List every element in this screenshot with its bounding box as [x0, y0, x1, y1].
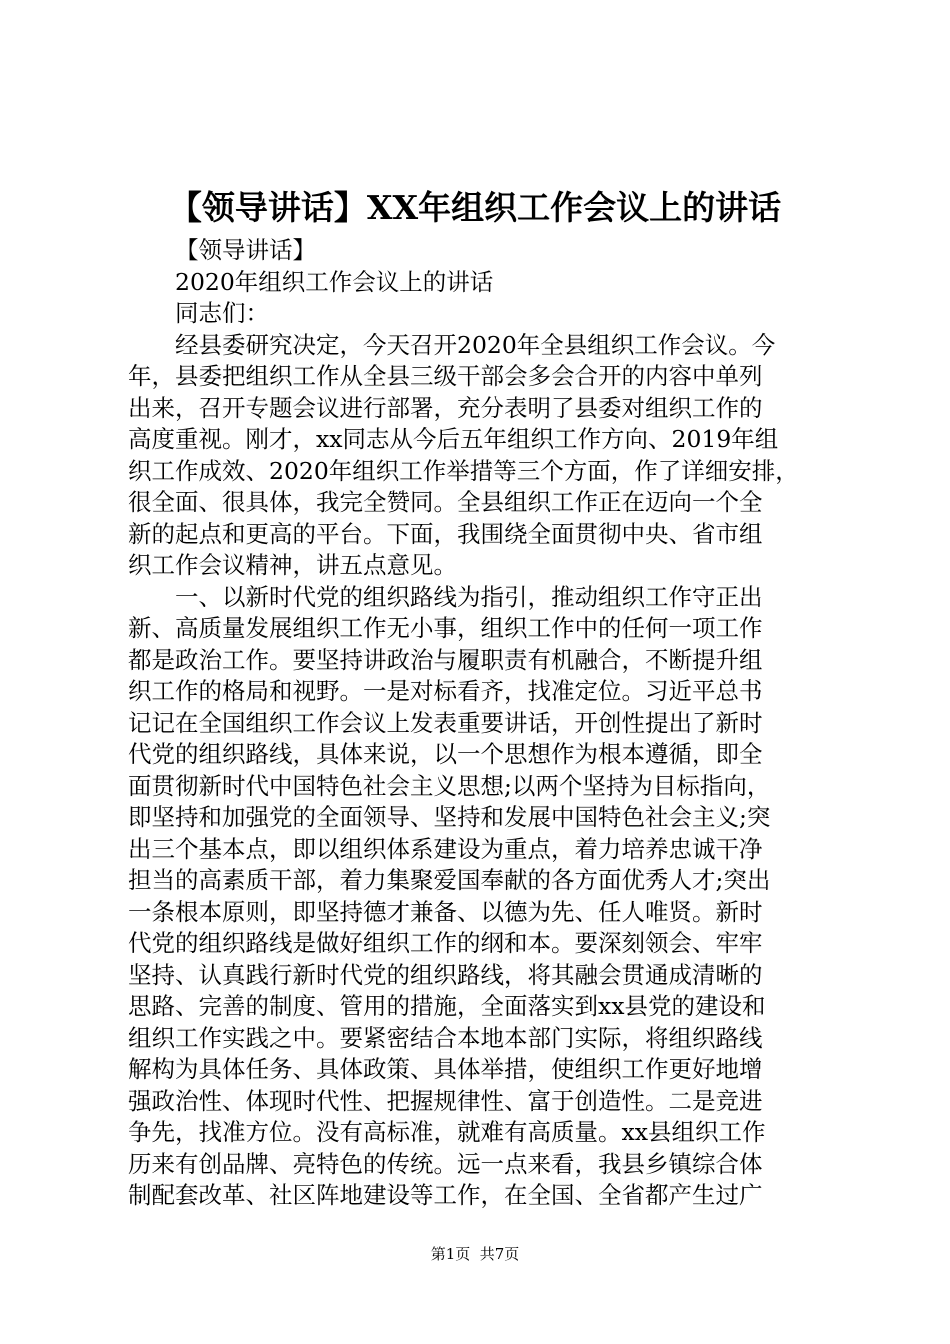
paragraph-line: 织工作成效、2020年组织工作举措等三个方面，作了详细安排， [128, 456, 799, 485]
paragraph-line: 历来有创品牌、亮特色的传统。远一点来看，我县乡镇综合体 [128, 1149, 763, 1178]
paragraph-line: 面贯彻新时代中国特色社会主义思想;以两个坚持为目标指向， [128, 771, 771, 800]
paragraph-line: 制配套改革、社区阵地建设等工作，在全国、全省都产生过广 [128, 1181, 763, 1209]
document-title: 【领导讲话】XX年组织工作会议上的讲话 [168, 188, 782, 227]
paragraph-line: 很全面、很具体，我完全赞同。全县组织工作正在迈向一个全 [128, 488, 763, 516]
paragraph-line: 新的起点和更高的平台。下面，我围绕全面贯彻中央、省市组 [128, 519, 763, 548]
paragraph-line: 思路、完善的制度、管用的措施，全面落实到xx县党的建设和 [128, 992, 766, 1020]
paragraph-line: 高度重视。刚才，xx同志从今后五年组织工作方向、2019年组 [128, 425, 779, 453]
paragraph-line: 织工作会议精神，讲五点意见。 [128, 551, 457, 579]
paragraph-line: 记记在全国组织工作会议上发表重要讲话，开创性提出了新时 [128, 708, 763, 737]
header-line: 【领导讲话】 [175, 236, 316, 264]
paragraph-line: 新、高质量发展组织工作无小事，组织工作中的任何一项工作 [128, 614, 763, 642]
paragraph-line: 一条根本原则，即坚持德才兼备、以德为先、任人唯贤。新时 [128, 897, 763, 926]
paragraph-line: 担当的高素质干部，着力集聚爱国奉献的各方面优秀人才;突出 [128, 866, 771, 894]
paragraph-line: 解构为具体任务、具体政策、具体举措，使组织工作更好地增 [128, 1055, 763, 1083]
paragraph-line: 即坚持和加强党的全面领导、坚持和发展中国特色社会主义;突 [128, 803, 771, 831]
document-body [128, 235, 834, 1212]
page-footer: 第1页 共7页 [430, 1245, 520, 1263]
paragraph-line: 出来，召开专题会议进行部署，充分表明了县委对组织工作的 [128, 393, 763, 422]
paragraph-line: 代党的组织路线是做好组织工作的纲和本。要深刻领会、牢牢 [128, 929, 763, 957]
paragraph-line: 争先，找准方位。没有高标准，就难有高质量。xx县组织工作 [128, 1118, 766, 1146]
paragraph-line: 经县委研究决定，今天召开2020年全县组织工作会议。今 [175, 330, 776, 359]
paragraph-line: 出三个基本点，即以组织体系建设为重点，着力培养忠诚干净 [128, 834, 763, 863]
paragraph-line: 年，县委把组织工作从全县三级干部会多会合开的内容中单列 [128, 362, 763, 390]
paragraph-line: 组织工作实践之中。要紧密结合本地本部门实际，将组织路线 [128, 1023, 763, 1052]
paragraph-line: 织工作的格局和视野。一是对标看齐，找准定位。习近平总书 [128, 677, 763, 705]
paragraph-line: 坚持、认真践行新时代党的组织路线，将其融会贯通成清晰的 [128, 960, 763, 989]
header-line: 同志们： [175, 299, 269, 327]
paragraph-line: 强政治性、体现时代性、把握规律性、富于创造性。二是竞进 [128, 1086, 763, 1115]
paragraph-line: 代党的组织路线，具体来说，以一个思想作为根本遵循，即全 [128, 740, 763, 768]
paragraph-line: 一、以新时代党的组织路线为指引，推动组织工作守正出 [175, 582, 763, 611]
header-line: 2020年组织工作会议上的讲话 [175, 267, 494, 296]
paragraph-line: 都是政治工作。要坚持讲政治与履职责有机融合，不断提升组 [128, 645, 763, 674]
